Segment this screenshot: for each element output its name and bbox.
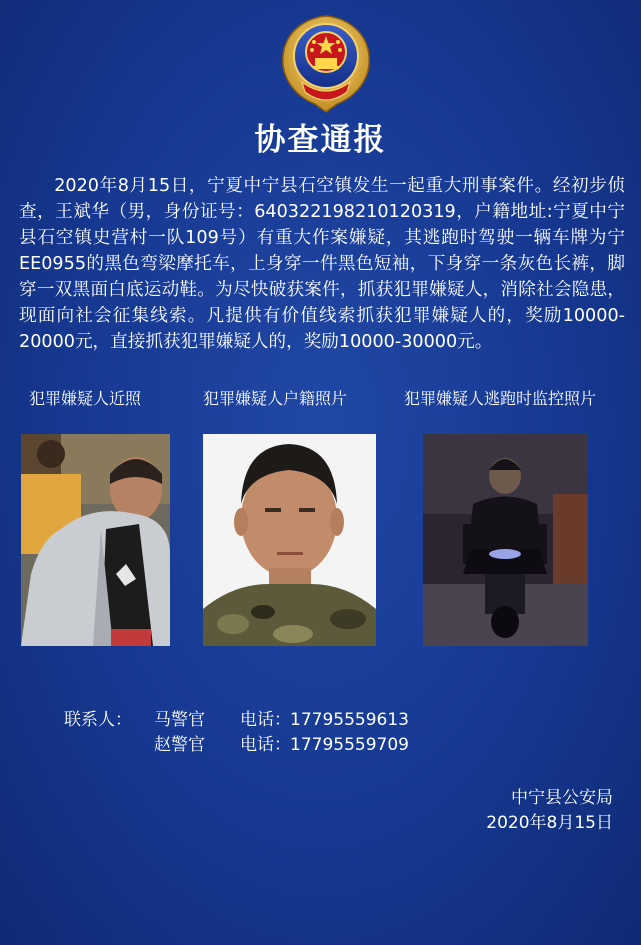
page-title: 协查通报 [254, 122, 387, 158]
notice-body: 2020年8月15日，宁夏中宁县石空镇发生一起重大刑事案件。经初步侦查，王斌华（男，身份证号：640322198210120319，户籍地址:宁夏中宁县石空镇史营村一队109号）有重大作案嫌疑，其逃跑时驾驶一辆车牌为宁EE0955的黑色弯梁摩托车，上身穿一件黑色短袖，下身穿一条灰色长裤，脚穿一双黑面白底运动鞋。为尽快破获案件，抓获犯罪嫌疑人，消除社会隐患，现面向社会征集线索。凡提供有价值线索抓获犯罪嫌疑人的，奖励10000-20000元，直接抓获犯罪嫌疑人的，奖励10000-30000元。 [19, 176, 625, 352]
contact-row [64, 708, 409, 733]
contact-name: 马警官 [154, 710, 205, 730]
suspect-household-photo [203, 434, 376, 646]
contact-name: 赵警官 [154, 735, 205, 755]
police-emblem [277, 12, 375, 116]
signature-block [486, 786, 613, 836]
photo-caption-surveillance: 犯罪嫌疑人逃跑时监控照片 [404, 389, 597, 408]
contact-phone: 17795559709 [290, 735, 409, 755]
photo-caption-recent: 犯罪嫌疑人近照 [29, 389, 142, 408]
contact-label: 联系人： [64, 710, 132, 730]
photo-caption-household: 犯罪嫌疑人户籍照片 [203, 389, 348, 408]
phone-label: 电话： [240, 735, 291, 755]
police-emblem-icon [277, 12, 375, 116]
contact-phone: 17795559613 [290, 710, 409, 730]
contact-label-spacer [64, 733, 154, 758]
suspect-recent-photo [21, 434, 170, 646]
contacts-block [64, 708, 409, 758]
signature-org: 中宁县公安局 [511, 788, 613, 808]
signature-date: 2020年8月15日 [486, 813, 613, 833]
contact-row [64, 733, 409, 758]
phone-label: 电话： [240, 710, 291, 730]
suspect-surveillance-photo [423, 434, 588, 646]
